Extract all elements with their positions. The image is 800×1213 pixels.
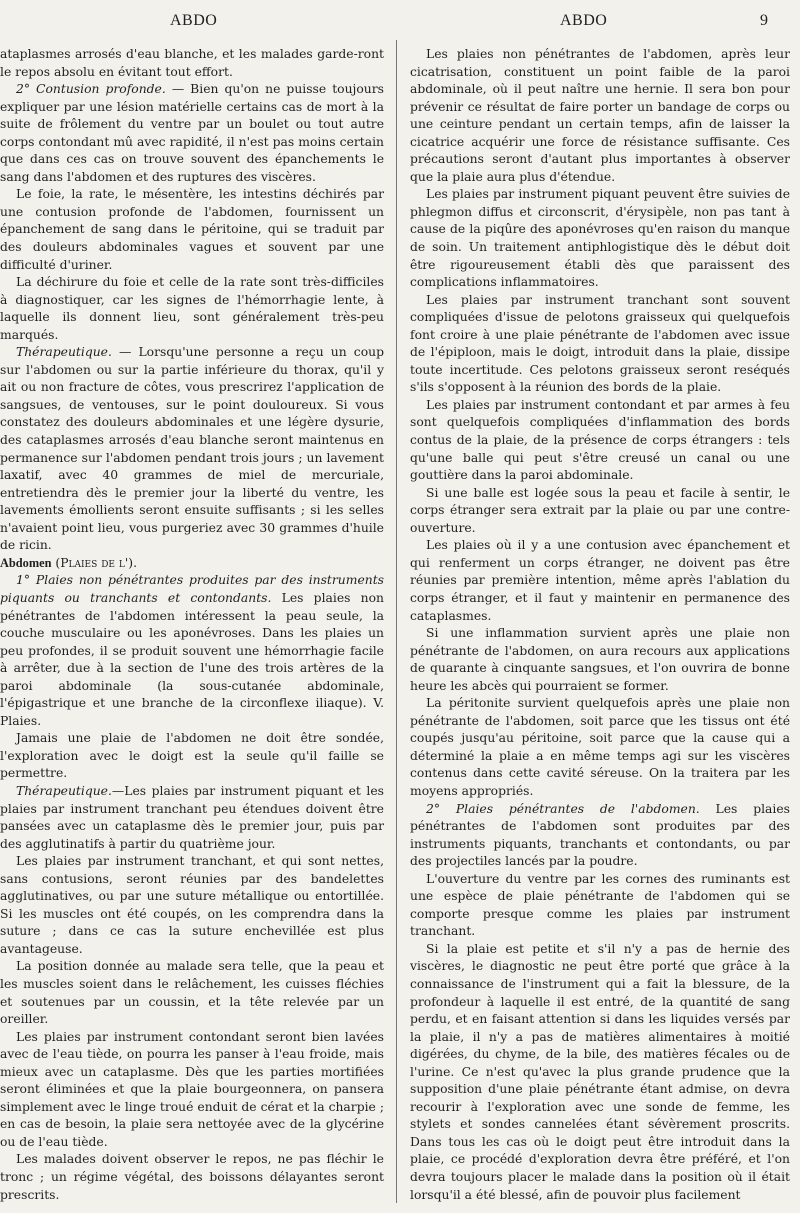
paragraph: Si une balle est logée sous la peau et facile à sentir, le corps étranger sera extrait par la plaie ou par une contre-ouverture. [410,485,790,535]
paragraph: Les plaies par instrument tranchant sont souvent compliquées d'issue de pelotons graisseux qui quelquefois font croire à une plaie pénétrante de l'abdomen avec issue de l'épiploon, mais le doigt, introduit dans la plaie, dissipe toute incertitude. Ces pelotons graisseux seront reséqués s'ils s'opposent à la réunion des bords de la plaie. [410,292,790,395]
paragraph [0,81,384,186]
paragraph: Les plaies par instrument contondant seront bien lavées avec de l'eau tiède, on pourra les panser à l'eau froide, mais mieux avec un cataplasme. Dès que les parties mortifiées seront éliminées et que la plaie bourgeonnera, on pansera simplement avec le linge troué enduit de cérat et la charpie ; en cas de besoin, la plaie sera nettoyée avec de la glycérine ou de l'eau tiède. [0,1029,384,1149]
right-column [410,46,790,1205]
paragraph-text: —Les plaies par instrument piquant et les plaies par instrument tranchant peu étendues doivent être pansées avec un cataplasme dès le premier jour, puis par des agglutinatifs à partir du quatrième jour. [0,783,384,851]
paragraph [0,344,384,555]
paragraph: L'ouverture du ventre par les cornes des ruminants est une espèce de plaie pénétrante de l'abdomen qui se comporte presque comme les plaies par instrument tranchant. [410,871,790,939]
left-column [0,46,384,1205]
paragraph-text: — Bien qu'on ne puisse toujours expliquer par une lésion matérielle certains cas de mort à la suite de frôlement du ventre par un boulet ou tout autre corps contondant mû avec rapidité, il n'est pas moins certain que dans ces cas on trouve souvent des épanchements le sang dans l'abdomen et des ruptures des viscères. [0,82,384,184]
paragraph: Les malades doivent observer le repos, ne pas fléchir le tronc ; un régime végétal, des boissons délayantes seront prescrits. [0,1152,384,1202]
paragraph: Les plaies où il y a une contusion avec épanchement et qui renferment un corps étranger, ne doivent pas être réunies par première intention, même après l'ablation du corps étranger, et il faut y maintenir en permanence des cataplasmes. [410,538,790,623]
paragraph-text: — Lorsqu'une personne a reçu un coup sur l'abdomen ou sur la partie inférieure du thorax, qu'il y ait ou non fracture de côtes, vous prescrirez l'application de sangsues, de ventouses, sur le point douloureux. Si vous constatez des douleurs abdominales et une légère dysurie, des cataplasmes arrosés d'eau blanche seront maintenus en permanence sur l'abdomen pendant trois jours ; un lavement laxatif, avec 40 grammes de miel de mercuriale, entretiendra dès le premier jour la liberté du ventre, les lavements émollients seront ensuite suffisants ; si les selles n'avaient point lieu, vous purgeriez avec 30 grammes d'huile de ricin. [0,345,384,553]
paragraph: Si une inflammation survient après une plaie non pénétrante de l'abdomen, on aura recours aux applications de quarante à cinquante sangsues, et l'on ouvrira de bonne heure les abcès qui pourraient se former. [410,626,790,693]
column-divider [396,40,397,1203]
paragraph [0,783,384,853]
paragraph: ataplasmes arrosés d'eau blanche, et les malades garde-ront le repos absolu en évitant tout effort. [0,47,384,79]
running-head-left: ABDO [170,12,218,29]
paragraph-text: Les plaies pénétrantes de l'abdomen sont produites par des instruments piquants, tranchants et contondants, ou par des projectiles lancés par la poudre. [410,801,790,869]
page-number: 9 [760,12,769,29]
paragraph-lead: 2° Plaies pénétrantes de l'abdomen. [426,801,700,816]
paragraph-lead: 1° Plaies non pénétrantes produites par des instruments piquants ou tranchants et contondants. [0,573,384,605]
paragraph-lead: Thérapeutique. [16,345,112,360]
entry-headword: Abdomen [0,555,52,570]
paragraph: Les plaies par instrument tranchant, et qui sont nettes, sans contusions, seront réunies par des bandelettes agglutinatives, ou par une suture métallique ou entortillée. Si les muscles ont été coupés, on les comprendra dans la suture ; dans ce cas la suture enchevillée est plus avantageuse. [0,854,384,956]
paragraph: La péritonite survient quelquefois après une plaie non pénétrante de l'abdomen, soit parce que les tissus ont été coupés jusqu'au péritoine, soit parce que la cause qui a déterminé la plaie a en même temps agi sur les viscères contenus dans cette cavité séreuse. On la traitera par les moyens appropriés. [410,696,790,798]
paragraph-lead: 2° Contusion profonde. [16,82,166,97]
running-head-right: ABDO [560,12,608,29]
paragraph: La déchirure du foie et celle de la rate sont très-difficiles à diagnostiquer, car les signes de l'hémorrhagie lente, à laquelle ils donnent lieu, sont généralement très-peu marqués. [0,275,384,342]
paragraph [410,801,790,871]
entry-subtitle: (Plaies de l'). [51,555,138,570]
paragraph [0,572,384,730]
paragraph: Les plaies non pénétrantes de l'abdomen, après leur cicatrisation, constituent un point faible de la paroi abdominale, où il peut naître une hernie. Il sera bon pour prévenir ce résultat de faire porter un bandage de corps ou une ceinture pendant un certain temps, afin de laisser la cicatrice acquérir une force de résistance suffisante. Ces précautions seront d'autant plus importantes à observer que la plaie aura plus d'étendue. [410,47,790,184]
paragraph-lead: Thérapeutique. [16,783,112,798]
paragraph: Le foie, la rate, le mésentère, les intestins déchirés par une contusion profonde de l'abdomen, fournissent un épanchement de sang dans le péritoine, qui se traduit par des douleurs abdominales vagues et souvent par une difficulté d'uriner. [0,187,384,272]
paragraph: Les plaies par instrument contondant et par armes à feu sont quelquefois compliquées d'inflammation des bords contus de la plaie, de la présence de corps étrangers : tels qu'une balle qui peut s'être creusé un canal ou une gouttière dans la paroi abdominale. [410,397,790,483]
paragraph: La position donnée au malade sera telle, que la peau et les muscles soient dans le relâchement, les cuisses fléchies et soutenues par un coussin, et la tête relevée par un oreiller. [0,959,384,1027]
paragraph: Les plaies par instrument piquant peuvent être suivies de phlegmon diffus et circonscrit, d'érysipèle, non pas tant à cause de la piqûre des aponévroses qu'en raison du manque de soin. Un traitement antiphlogistique dès le début doit être rigoureusement établi dès que paraissent des complications inflammatoires. [410,187,790,290]
paragraph: Jamais une plaie de l'abdomen ne doit être sondée, l'exploration avec le doigt est la seule qu'il faille se permettre. [0,731,384,781]
paragraph-text: Les plaies non pénétrantes de l'abdomen intéressent la peau seule, la couche musculaire ou les aponévroses. Dans les plaies un peu profondes, il se produit souvent une hémorrhagie facile à arrêter, due à la section de l'une des trois artères de la paroi abdominale (la sous-cutanée abdominale, l'épigastrique et une branche de la circonflexe iliaque). V. Plaies. [0,590,384,728]
dictionary-entry [0,555,384,573]
paragraph: Si la plaie est petite et s'il n'y a pas de hernie des viscères, le diagnostic ne peut être porté que grâce à la connaissance de l'instrument qui a fait la blessure, de la profondeur à laquelle il est entré, de la quantité de sang perdu, et en faisant attention si dans les liquides versés par la plaie, il n'y a pas de matières alimentaires à moitié digérées, du chyme, de la bile, des matières fécales ou de l'urine. Ce n'est qu'avec la plus grande prudence que la supposition d'une plaie pénétrante étant admise, on devra recourir à l'exploration avec une sonde de femme, les stylets et sondes cannelées étant sévèrement proscrits. Dans tous les cas où le doigt peut être introduit dans la plaie, ce procédé d'exploration devra être préféré, et l'on devra toujours placer le malade dans la position où il était lorsqu'il a été blessé, afin de pouvoir plus facilement [410,941,790,1202]
